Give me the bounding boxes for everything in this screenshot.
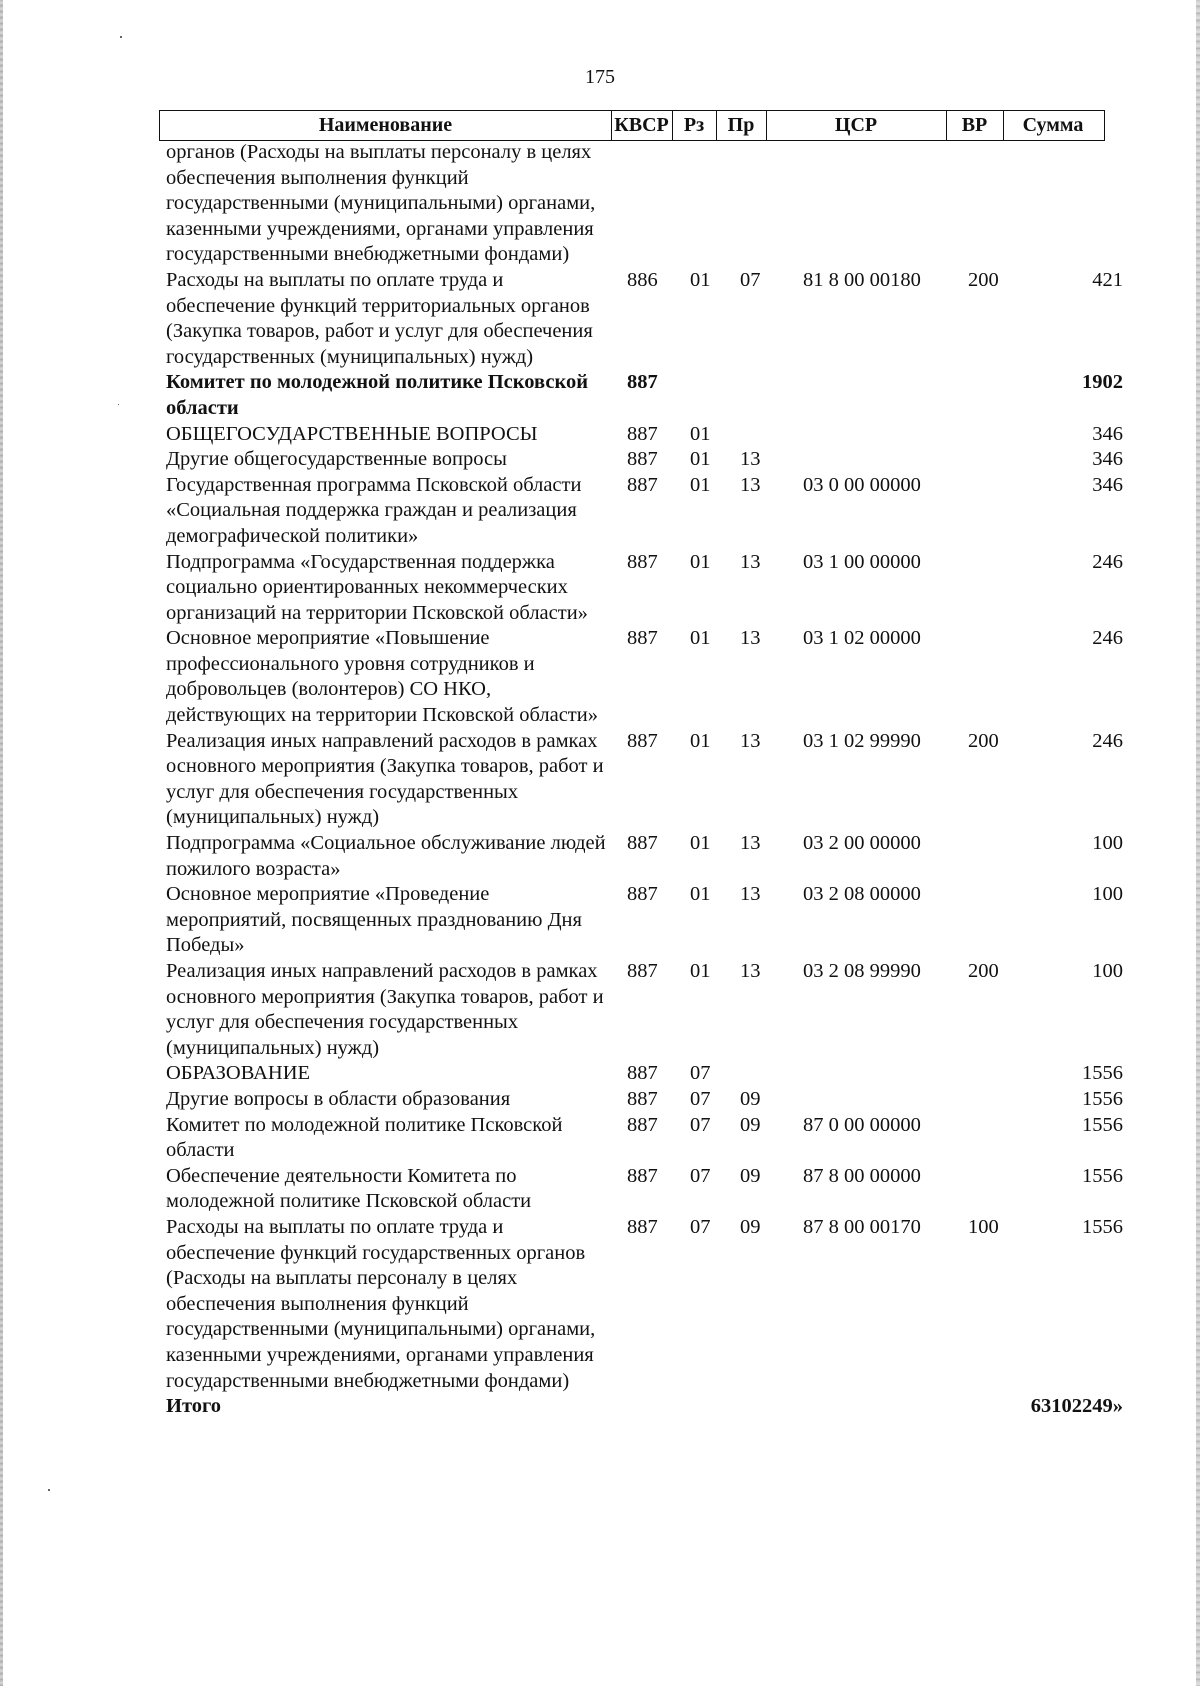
cell-name: Реализация иных направлений расходов в рамках основного мероприятия (Закупка товаров, работ и услуг для обеспечения государственных (муниципальных) нужд) (166, 729, 604, 829)
header-rz: Рз (683, 114, 705, 136)
cell-sum: 246 (1092, 627, 1123, 650)
scan-speck (48, 1489, 50, 1491)
cell-rz: 01 (690, 960, 711, 982)
cell-rz: 01 (690, 268, 711, 291)
cell-vr: 200 (968, 960, 999, 982)
cell-rz: 01 (690, 550, 711, 573)
cell-csr: 03 2 08 00000 (803, 883, 921, 906)
cell-sum: 100 (1092, 960, 1123, 982)
cell-kvsr: 887 (627, 473, 658, 496)
cell-pr: 09 (740, 1164, 761, 1187)
cell-kvsr: 887 (627, 1215, 658, 1238)
cell-sum: 1556 (1082, 1215, 1123, 1238)
cell-sum: 246 (1092, 550, 1123, 573)
table-row (0, 268, 1200, 370)
cell-rz: 07 (690, 1113, 711, 1136)
cell-kvsr: 887 (627, 960, 658, 982)
cell-name: Подпрограмма «Государственная поддержка социально ориентированных некоммерческих организаций на территории Псковской области» (166, 550, 588, 624)
table-row (0, 370, 1200, 421)
cell-name: Реализация иных направлений расходов в рамках основного мероприятия (Закупка товаров, работ и услуг для обеспечения государственных (муниципальных) нужд) (166, 960, 604, 1059)
header-csr: ЦСР (834, 114, 878, 136)
cell-vr: 200 (968, 729, 999, 752)
cell-name: Основное мероприятие «Повышение профессионального уровня сотрудников и добровольцев (волонтеров) СО НКО, действующих на территории Псковской области» (166, 627, 598, 727)
cell-name: Расходы на выплаты по оплате труда и обеспечение функций государственных органов (Расходы на выплаты персоналу в целях обеспечения выполнения функций государственными (муниципальными) органами, казенными учреждениями, органами управления государственными внебюджетными фондами) (166, 1215, 596, 1392)
cell-vr: 200 (968, 268, 999, 291)
header-kvsr: КВСР (614, 114, 669, 136)
cell-rz: 01 (690, 448, 711, 471)
cell-pr: 09 (740, 1113, 761, 1136)
cell-name: ОБЩЕГОСУДАРСТВЕННЫЕ ВОПРОСЫ (166, 422, 538, 445)
cell-csr: 81 8 00 00180 (803, 268, 921, 291)
cell-vr: 100 (968, 1215, 999, 1238)
cell-rz: 01 (690, 832, 711, 855)
cell-name: Комитет по молодежной политике Псковской области (166, 371, 589, 419)
cell-rz: 01 (690, 422, 711, 445)
cell-pr: 09 (740, 1087, 761, 1110)
cell-name: органов (Расходы на выплаты персоналу в целях обеспечения выполнения функций государственными (муниципальными) органами, казенными учреждениями, органами управления государственными внебюджетными фондами) (166, 141, 596, 266)
table-row (0, 831, 1200, 882)
cell-rz: 01 (690, 883, 711, 906)
cell-rz: 07 (690, 1087, 711, 1110)
cell-pr: 13 (740, 550, 761, 573)
cell-name: Государственная программа Псковской области «Социальная поддержка граждан и реализация демографической политики» (166, 473, 582, 547)
table-row (0, 729, 1200, 831)
header-pr: Пр (727, 114, 755, 136)
cell-pr: 13 (740, 883, 761, 906)
cell-name: Другие общегосударственные вопросы (166, 448, 507, 471)
cell-rz: 07 (690, 1164, 711, 1187)
cell-sum: 421 (1092, 268, 1123, 291)
table-row (0, 473, 1200, 550)
cell-sum: 100 (1092, 832, 1123, 855)
table-row (0, 882, 1200, 959)
cell-kvsr: 887 (627, 627, 658, 650)
cell-name: Обеспечение деятельности Комитета по молодежной политике Псковской области (166, 1164, 532, 1213)
header-vr: ВР (961, 114, 988, 136)
table-body (0, 140, 1200, 1420)
cell-kvsr: 887 (627, 371, 658, 394)
cell-kvsr: 886 (627, 268, 658, 291)
cell-kvsr: 887 (627, 832, 658, 855)
cell-pr: 07 (740, 268, 761, 291)
cell-pr: 13 (740, 729, 761, 752)
cell-kvsr: 887 (627, 550, 658, 573)
cell-csr: 03 2 00 00000 (803, 832, 921, 855)
header-name: Наименование (318, 114, 453, 136)
cell-pr: 13 (740, 473, 761, 496)
cell-csr: 03 1 02 00000 (803, 627, 921, 650)
cell-pr: 13 (740, 960, 761, 982)
table-row (0, 1215, 1200, 1394)
scan-speck (120, 36, 122, 38)
cell-sum: 1902 (1082, 371, 1123, 394)
table-row (0, 447, 1200, 473)
cell-csr: 03 1 02 99990 (803, 729, 921, 752)
cell-kvsr: 887 (627, 729, 658, 752)
cell-pr: 13 (740, 627, 761, 650)
table-row (0, 550, 1200, 627)
cell-csr: 87 8 00 00170 (803, 1215, 921, 1238)
cell-sum: 100 (1092, 883, 1123, 906)
cell-csr: 87 8 00 00000 (803, 1164, 921, 1187)
cell-name: Основное мероприятие «Проведение мероприятий, посвященных празднованию Дня Победы» (166, 883, 582, 957)
cell-rz: 07 (690, 1215, 711, 1238)
cell-rz: 01 (690, 627, 711, 650)
cell-sum: 1556 (1082, 1164, 1123, 1187)
cell-sum: 1556 (1082, 1087, 1123, 1110)
cell-rz: 01 (690, 473, 711, 496)
cell-name: ОБРАЗОВАНИЕ (166, 1062, 311, 1085)
table-header (159, 110, 1105, 141)
page-number: 175 (585, 66, 615, 88)
table-row (0, 422, 1200, 448)
cell-rz: 01 (690, 729, 711, 752)
cell-kvsr: 887 (627, 883, 658, 906)
cell-csr: 03 0 00 00000 (803, 473, 921, 496)
cell-pr: 13 (740, 448, 761, 471)
cell-sum: 1556 (1082, 1062, 1123, 1085)
cell-name: Другие вопросы в области образования (166, 1087, 511, 1110)
table-row (0, 140, 1200, 268)
header-sum: Сумма (1022, 114, 1084, 136)
cell-csr: 03 2 08 99990 (803, 960, 921, 982)
cell-kvsr: 887 (627, 1164, 658, 1187)
cell-kvsr: 887 (627, 448, 658, 471)
cell-name: Подпрограмма «Социальное обслуживание людей пожилого возраста» (166, 832, 606, 880)
cell-sum: 1556 (1082, 1113, 1123, 1136)
cell-kvsr: 887 (627, 422, 658, 445)
cell-csr: 87 0 00 00000 (803, 1113, 921, 1136)
cell-sum: 346 (1092, 448, 1123, 471)
table-row (0, 959, 1200, 1061)
table-row (0, 1087, 1200, 1113)
cell-sum: 346 (1092, 473, 1123, 496)
cell-rz: 07 (690, 1062, 711, 1085)
cell-csr: 03 1 00 00000 (803, 550, 921, 573)
cell-name: Комитет по молодежной политике Псковской области (166, 1113, 563, 1162)
cell-pr: 09 (740, 1215, 761, 1238)
cell-sum: 63102249» (1030, 1395, 1123, 1418)
cell-name: Итого (166, 1395, 222, 1418)
cell-pr: 13 (740, 832, 761, 855)
table-row (0, 1164, 1200, 1215)
table-row (0, 1394, 1200, 1420)
cell-kvsr: 887 (627, 1087, 658, 1110)
cell-kvsr: 887 (627, 1113, 658, 1136)
table-row (0, 1061, 1200, 1087)
cell-sum: 346 (1092, 422, 1123, 445)
cell-name: Расходы на выплаты по оплате труда и обеспечение функций территориальных органов (Закупка товаров, работ и услуг для обеспечения государственных (муниципальных) нужд) (166, 268, 593, 368)
cell-kvsr: 887 (627, 1062, 658, 1085)
cell-sum: 246 (1092, 729, 1123, 752)
table-row (0, 1113, 1200, 1164)
table-row (0, 626, 1200, 728)
